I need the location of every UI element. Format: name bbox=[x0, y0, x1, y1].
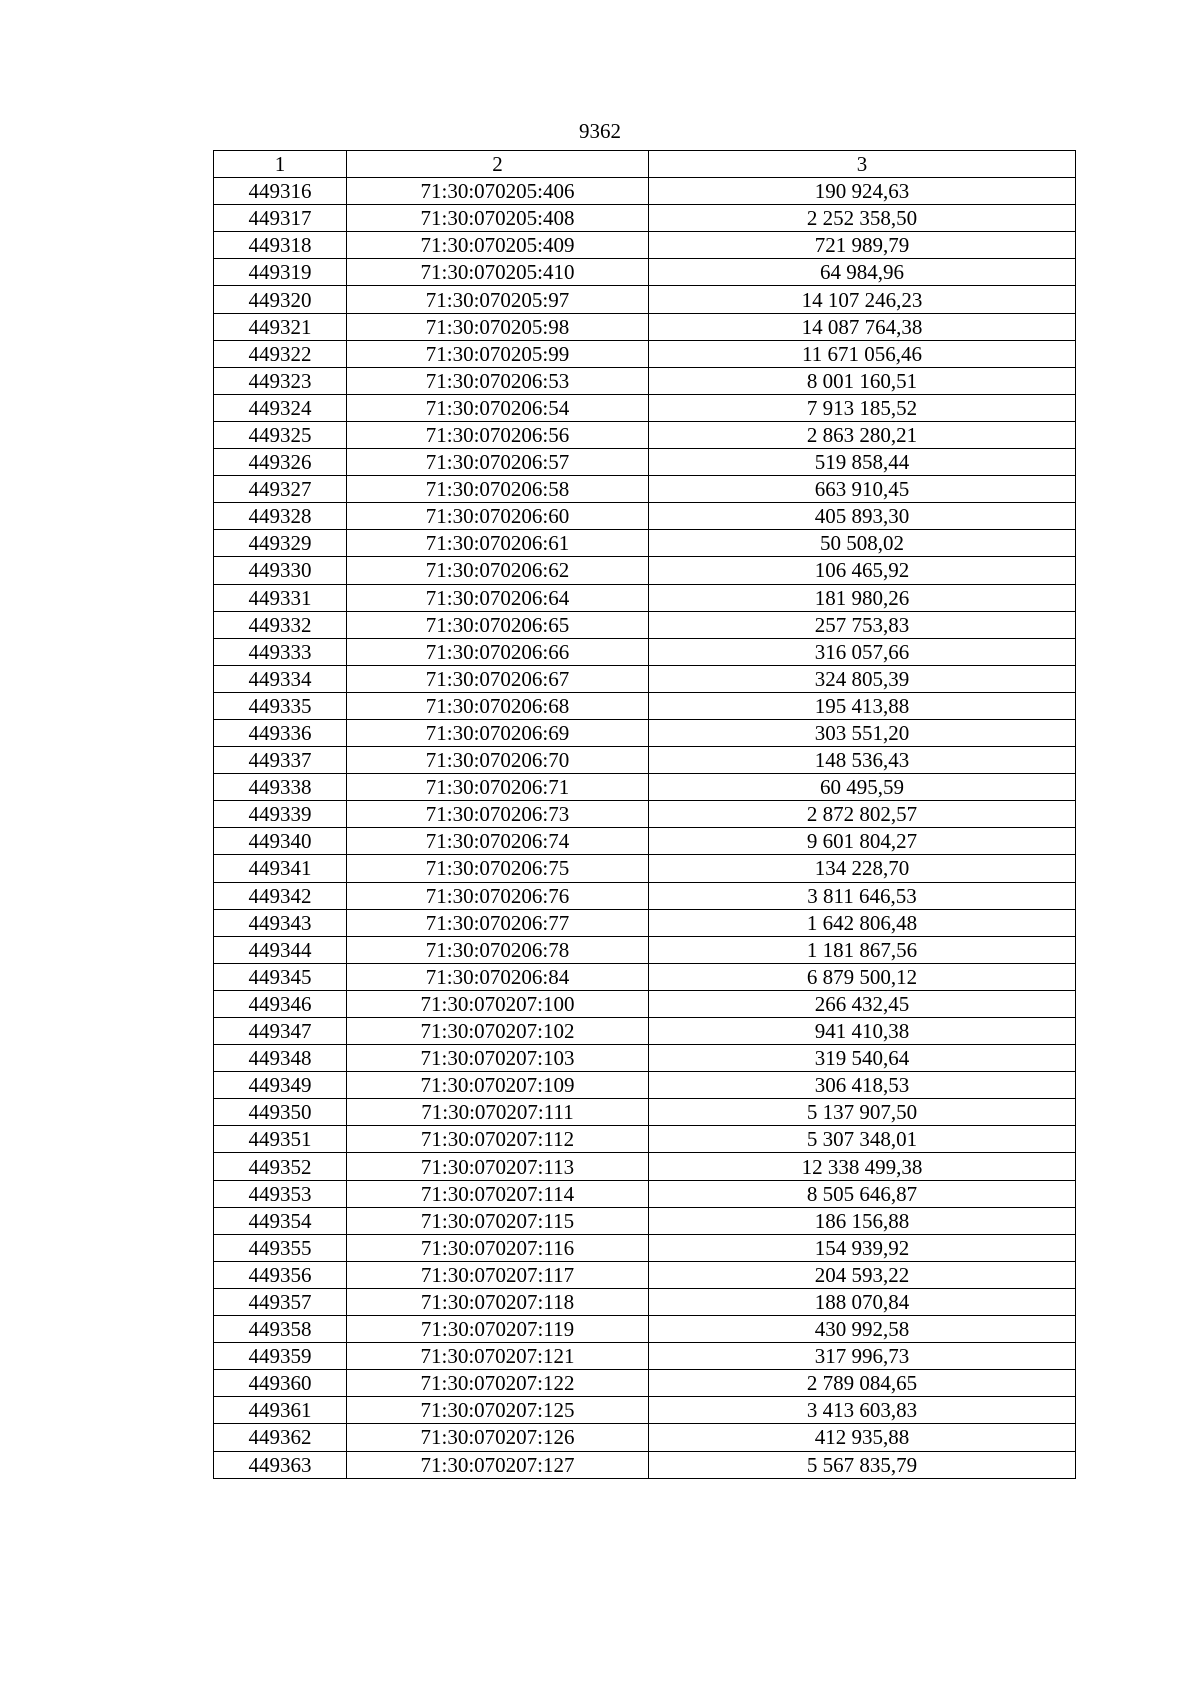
cadastral-number-cell: 71:30:070205:99 bbox=[347, 340, 649, 367]
cadastral-number-cell: 71:30:070206:60 bbox=[347, 503, 649, 530]
table-row bbox=[214, 1207, 1076, 1234]
value-cell: 2 863 280,21 bbox=[649, 421, 1076, 448]
value-cell: 12 338 499,38 bbox=[649, 1153, 1076, 1180]
value-cell: 257 753,83 bbox=[649, 611, 1076, 638]
row-number-cell: 449322 bbox=[214, 340, 347, 367]
table-row bbox=[214, 340, 1076, 367]
table-row bbox=[214, 205, 1076, 232]
table-row bbox=[214, 1316, 1076, 1343]
cadastral-number-cell: 71:30:070206:58 bbox=[347, 476, 649, 503]
cadastral-number-cell: 71:30:070207:116 bbox=[347, 1234, 649, 1261]
cadastral-number-cell: 71:30:070207:118 bbox=[347, 1288, 649, 1315]
cadastral-number-cell: 71:30:070206:69 bbox=[347, 719, 649, 746]
value-cell: 519 858,44 bbox=[649, 449, 1076, 476]
cadastral-number-cell: 71:30:070207:111 bbox=[347, 1099, 649, 1126]
cadastral-number-cell: 71:30:070205:409 bbox=[347, 232, 649, 259]
table-row bbox=[214, 801, 1076, 828]
value-cell: 190 924,63 bbox=[649, 178, 1076, 205]
table-row bbox=[214, 665, 1076, 692]
table-row bbox=[214, 990, 1076, 1017]
cadastral-number-cell: 71:30:070206:67 bbox=[347, 665, 649, 692]
row-number-cell: 449352 bbox=[214, 1153, 347, 1180]
row-number-cell: 449354 bbox=[214, 1207, 347, 1234]
row-number-cell: 449359 bbox=[214, 1343, 347, 1370]
row-number-cell: 449337 bbox=[214, 747, 347, 774]
table-row bbox=[214, 1451, 1076, 1478]
header-row bbox=[214, 151, 1076, 178]
table-row bbox=[214, 747, 1076, 774]
cadastral-number-cell: 71:30:070206:56 bbox=[347, 421, 649, 448]
table-row bbox=[214, 530, 1076, 557]
cadastral-number-cell: 71:30:070207:117 bbox=[347, 1261, 649, 1288]
value-cell: 9 601 804,27 bbox=[649, 828, 1076, 855]
value-cell: 2 789 084,65 bbox=[649, 1370, 1076, 1397]
value-cell: 14 087 764,38 bbox=[649, 313, 1076, 340]
cadastral-number-cell: 71:30:070206:84 bbox=[347, 963, 649, 990]
value-cell: 134 228,70 bbox=[649, 855, 1076, 882]
row-number-cell: 449344 bbox=[214, 936, 347, 963]
value-cell: 188 070,84 bbox=[649, 1288, 1076, 1315]
cadastral-number-cell: 71:30:070205:406 bbox=[347, 178, 649, 205]
row-number-cell: 449332 bbox=[214, 611, 347, 638]
cadastral-number-cell: 71:30:070206:76 bbox=[347, 882, 649, 909]
row-number-cell: 449347 bbox=[214, 1018, 347, 1045]
row-number-cell: 449336 bbox=[214, 719, 347, 746]
row-number-cell: 449361 bbox=[214, 1397, 347, 1424]
value-cell: 60 495,59 bbox=[649, 774, 1076, 801]
table-row bbox=[214, 449, 1076, 476]
value-cell: 721 989,79 bbox=[649, 232, 1076, 259]
row-number-cell: 449345 bbox=[214, 963, 347, 990]
value-cell: 3 811 646,53 bbox=[649, 882, 1076, 909]
cadastral-number-cell: 71:30:070206:66 bbox=[347, 638, 649, 665]
value-cell: 1 181 867,56 bbox=[649, 936, 1076, 963]
cadastral-number-cell: 71:30:070207:121 bbox=[347, 1343, 649, 1370]
cadastral-number-cell: 71:30:070205:97 bbox=[347, 286, 649, 313]
table-row bbox=[214, 178, 1076, 205]
cadastral-number-cell: 71:30:070206:62 bbox=[347, 557, 649, 584]
value-cell: 941 410,38 bbox=[649, 1018, 1076, 1045]
value-cell: 195 413,88 bbox=[649, 692, 1076, 719]
row-number-cell: 449358 bbox=[214, 1316, 347, 1343]
value-cell: 317 996,73 bbox=[649, 1343, 1076, 1370]
row-number-cell: 449330 bbox=[214, 557, 347, 584]
value-cell: 181 980,26 bbox=[649, 584, 1076, 611]
table-row bbox=[214, 1126, 1076, 1153]
table-row bbox=[214, 1099, 1076, 1126]
value-cell: 324 805,39 bbox=[649, 665, 1076, 692]
value-cell: 306 418,53 bbox=[649, 1072, 1076, 1099]
cadastral-number-cell: 71:30:070206:54 bbox=[347, 394, 649, 421]
table-row bbox=[214, 909, 1076, 936]
cadastral-number-cell: 71:30:070207:125 bbox=[347, 1397, 649, 1424]
row-number-cell: 449335 bbox=[214, 692, 347, 719]
value-cell: 2 872 802,57 bbox=[649, 801, 1076, 828]
cadastral-number-cell: 71:30:070205:98 bbox=[347, 313, 649, 340]
cadastral-number-cell: 71:30:070206:71 bbox=[347, 774, 649, 801]
value-cell: 405 893,30 bbox=[649, 503, 1076, 530]
table-row bbox=[214, 882, 1076, 909]
value-cell: 106 465,92 bbox=[649, 557, 1076, 584]
table-row bbox=[214, 286, 1076, 313]
row-number-cell: 449328 bbox=[214, 503, 347, 530]
row-number-cell: 449324 bbox=[214, 394, 347, 421]
cadastral-number-cell: 71:30:070205:408 bbox=[347, 205, 649, 232]
table-body bbox=[214, 151, 1076, 1479]
value-cell: 186 156,88 bbox=[649, 1207, 1076, 1234]
value-cell: 7 913 185,52 bbox=[649, 394, 1076, 421]
row-number-cell: 449353 bbox=[214, 1180, 347, 1207]
data-table bbox=[213, 150, 1076, 1479]
table-row bbox=[214, 476, 1076, 503]
row-number-cell: 449341 bbox=[214, 855, 347, 882]
cadastral-number-cell: 71:30:070207:127 bbox=[347, 1451, 649, 1478]
table-row bbox=[214, 1261, 1076, 1288]
row-number-cell: 449342 bbox=[214, 882, 347, 909]
page-number: 9362 bbox=[579, 119, 621, 143]
cadastral-number-cell: 71:30:070205:410 bbox=[347, 259, 649, 286]
row-number-cell: 449333 bbox=[214, 638, 347, 665]
row-number-cell: 449350 bbox=[214, 1099, 347, 1126]
cadastral-number-cell: 71:30:070207:103 bbox=[347, 1045, 649, 1072]
cadastral-number-cell: 71:30:070207:102 bbox=[347, 1018, 649, 1045]
table-row bbox=[214, 584, 1076, 611]
table-row bbox=[214, 963, 1076, 990]
value-cell: 11 671 056,46 bbox=[649, 340, 1076, 367]
cadastral-number-cell: 71:30:070207:126 bbox=[347, 1424, 649, 1451]
row-number-cell: 449329 bbox=[214, 530, 347, 557]
value-cell: 204 593,22 bbox=[649, 1261, 1076, 1288]
row-number-cell: 449327 bbox=[214, 476, 347, 503]
table-row bbox=[214, 692, 1076, 719]
value-cell: 1 642 806,48 bbox=[649, 909, 1076, 936]
row-number-cell: 449318 bbox=[214, 232, 347, 259]
table-row bbox=[214, 367, 1076, 394]
row-number-cell: 449346 bbox=[214, 990, 347, 1017]
row-number-cell: 449321 bbox=[214, 313, 347, 340]
cadastral-number-cell: 71:30:070206:61 bbox=[347, 530, 649, 557]
table-row bbox=[214, 1288, 1076, 1315]
table-row bbox=[214, 503, 1076, 530]
value-cell: 14 107 246,23 bbox=[649, 286, 1076, 313]
value-cell: 663 910,45 bbox=[649, 476, 1076, 503]
cadastral-number-cell: 71:30:070206:68 bbox=[347, 692, 649, 719]
cadastral-number-cell: 71:30:070206:53 bbox=[347, 367, 649, 394]
cadastral-number-cell: 71:30:070206:74 bbox=[347, 828, 649, 855]
row-number-cell: 449363 bbox=[214, 1451, 347, 1478]
table-row bbox=[214, 638, 1076, 665]
value-cell: 2 252 358,50 bbox=[649, 205, 1076, 232]
value-cell: 430 992,58 bbox=[649, 1316, 1076, 1343]
table-row bbox=[214, 1018, 1076, 1045]
value-cell: 266 432,45 bbox=[649, 990, 1076, 1017]
value-cell: 5 137 907,50 bbox=[649, 1099, 1076, 1126]
table-row bbox=[214, 611, 1076, 638]
row-number-cell: 449326 bbox=[214, 449, 347, 476]
table-row bbox=[214, 855, 1076, 882]
cadastral-number-cell: 71:30:070207:119 bbox=[347, 1316, 649, 1343]
table-row bbox=[214, 1045, 1076, 1072]
row-number-cell: 449316 bbox=[214, 178, 347, 205]
table-row bbox=[214, 719, 1076, 746]
value-cell: 50 508,02 bbox=[649, 530, 1076, 557]
table-row bbox=[214, 1370, 1076, 1397]
row-number-cell: 449349 bbox=[214, 1072, 347, 1099]
header-cell-3: 3 bbox=[649, 151, 1076, 178]
cadastral-number-cell: 71:30:070207:122 bbox=[347, 1370, 649, 1397]
cadastral-number-cell: 71:30:070206:75 bbox=[347, 855, 649, 882]
row-number-cell: 449351 bbox=[214, 1126, 347, 1153]
header-cell-2: 2 bbox=[347, 151, 649, 178]
value-cell: 8 001 160,51 bbox=[649, 367, 1076, 394]
cadastral-number-cell: 71:30:070207:114 bbox=[347, 1180, 649, 1207]
cadastral-number-cell: 71:30:070207:115 bbox=[347, 1207, 649, 1234]
row-number-cell: 449317 bbox=[214, 205, 347, 232]
table-row bbox=[214, 313, 1076, 340]
value-cell: 3 413 603,83 bbox=[649, 1397, 1076, 1424]
row-number-cell: 449340 bbox=[214, 828, 347, 855]
table-row bbox=[214, 1424, 1076, 1451]
table-row bbox=[214, 232, 1076, 259]
row-number-cell: 449356 bbox=[214, 1261, 347, 1288]
value-cell: 303 551,20 bbox=[649, 719, 1076, 746]
value-cell: 316 057,66 bbox=[649, 638, 1076, 665]
value-cell: 148 536,43 bbox=[649, 747, 1076, 774]
cadastral-number-cell: 71:30:070206:70 bbox=[347, 747, 649, 774]
table-row bbox=[214, 421, 1076, 448]
row-number-cell: 449360 bbox=[214, 1370, 347, 1397]
value-cell: 64 984,96 bbox=[649, 259, 1076, 286]
value-cell: 412 935,88 bbox=[649, 1424, 1076, 1451]
table-row bbox=[214, 1397, 1076, 1424]
table-row bbox=[214, 259, 1076, 286]
table-row bbox=[214, 774, 1076, 801]
value-cell: 8 505 646,87 bbox=[649, 1180, 1076, 1207]
row-number-cell: 449343 bbox=[214, 909, 347, 936]
header-cell-1: 1 bbox=[214, 151, 347, 178]
cadastral-number-cell: 71:30:070207:109 bbox=[347, 1072, 649, 1099]
cadastral-number-cell: 71:30:070206:65 bbox=[347, 611, 649, 638]
cadastral-number-cell: 71:30:070207:113 bbox=[347, 1153, 649, 1180]
row-number-cell: 449338 bbox=[214, 774, 347, 801]
table-row bbox=[214, 936, 1076, 963]
table-row bbox=[214, 1234, 1076, 1261]
value-cell: 6 879 500,12 bbox=[649, 963, 1076, 990]
cadastral-number-cell: 71:30:070206:64 bbox=[347, 584, 649, 611]
table-row bbox=[214, 1153, 1076, 1180]
row-number-cell: 449319 bbox=[214, 259, 347, 286]
row-number-cell: 449320 bbox=[214, 286, 347, 313]
row-number-cell: 449334 bbox=[214, 665, 347, 692]
table-row bbox=[214, 828, 1076, 855]
value-cell: 5 307 348,01 bbox=[649, 1126, 1076, 1153]
table-row bbox=[214, 1072, 1076, 1099]
row-number-cell: 449362 bbox=[214, 1424, 347, 1451]
cadastral-number-cell: 71:30:070206:57 bbox=[347, 449, 649, 476]
cadastral-number-cell: 71:30:070206:73 bbox=[347, 801, 649, 828]
row-number-cell: 449331 bbox=[214, 584, 347, 611]
table-row bbox=[214, 394, 1076, 421]
cadastral-number-cell: 71:30:070206:78 bbox=[347, 936, 649, 963]
row-number-cell: 449325 bbox=[214, 421, 347, 448]
row-number-cell: 449357 bbox=[214, 1288, 347, 1315]
cadastral-number-cell: 71:30:070207:100 bbox=[347, 990, 649, 1017]
table-row bbox=[214, 1180, 1076, 1207]
value-cell: 5 567 835,79 bbox=[649, 1451, 1076, 1478]
value-cell: 154 939,92 bbox=[649, 1234, 1076, 1261]
cadastral-number-cell: 71:30:070207:112 bbox=[347, 1126, 649, 1153]
cadastral-number-cell: 71:30:070206:77 bbox=[347, 909, 649, 936]
row-number-cell: 449348 bbox=[214, 1045, 347, 1072]
value-cell: 319 540,64 bbox=[649, 1045, 1076, 1072]
row-number-cell: 449339 bbox=[214, 801, 347, 828]
row-number-cell: 449323 bbox=[214, 367, 347, 394]
row-number-cell: 449355 bbox=[214, 1234, 347, 1261]
table-row bbox=[214, 1343, 1076, 1370]
table-row bbox=[214, 557, 1076, 584]
